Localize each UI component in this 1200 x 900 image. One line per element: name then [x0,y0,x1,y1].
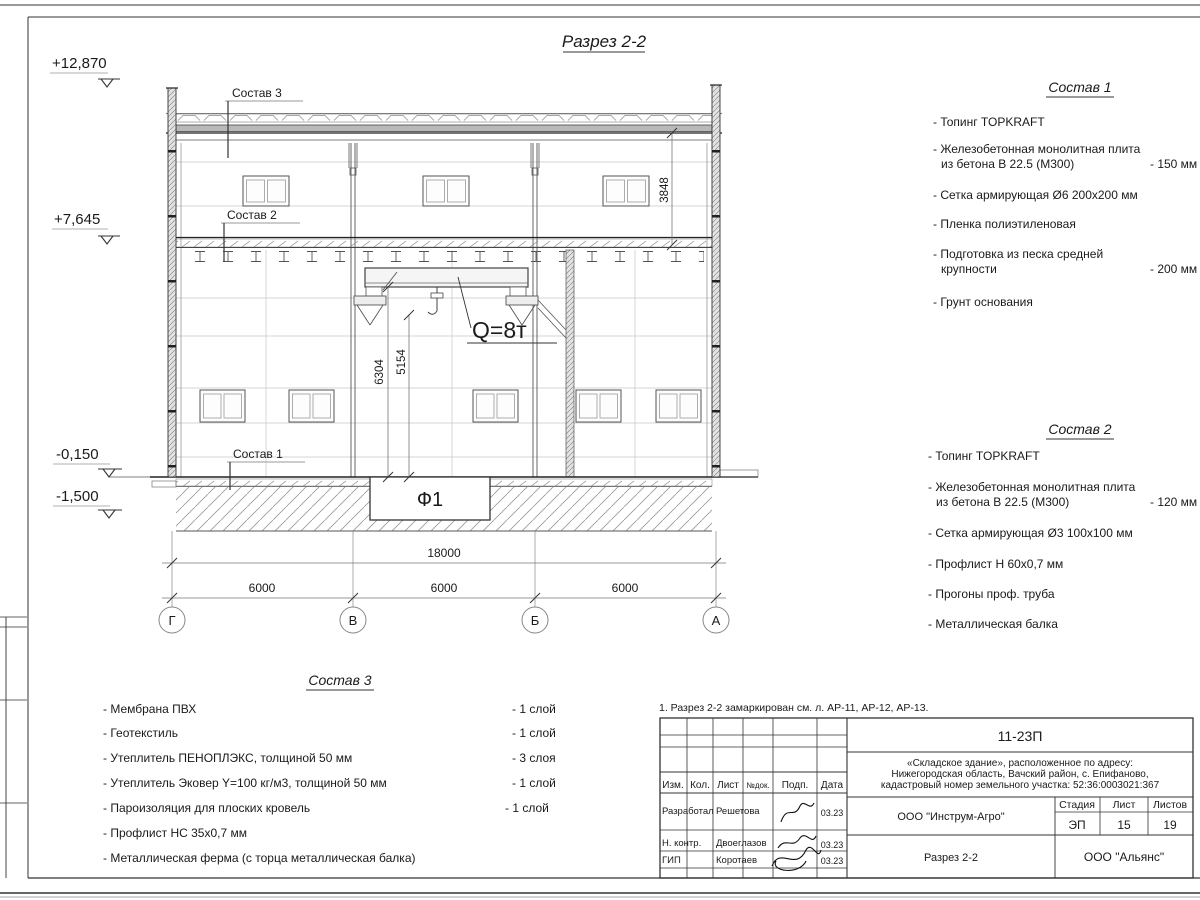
sostav2-item: - Топинг TOPKRAFT [928,449,1040,463]
leader-labels [221,86,305,490]
leader-sostav2-label: Состав 2 [227,208,277,222]
title-block [660,718,1193,878]
composition-list-3 [103,672,556,865]
tb-header-kol: Кол. [690,780,710,791]
window [603,176,649,206]
tb-row-name: Решетова [716,806,760,817]
sostav2-item: - Железобетонная монолитная плита [928,480,1136,494]
dim-6304-label: 6304 [374,359,386,385]
dim-6000-label: 6000 [611,581,639,595]
tb-org: ООО "Инструм-Агро" [897,811,1005,823]
sostav2-title: Состав 2 [1048,421,1112,437]
dim-bays [162,581,726,603]
tb-row-role: ГИП [662,855,681,866]
sostav2-item: - Сетка армирующая Ø3 100x100 мм [928,526,1133,540]
sostav1-item-value: - 150 мм [1150,157,1198,171]
elevation-marks [50,55,150,518]
tb-row-date: 03.23 [820,840,844,850]
sostav3-item: - Профлист НС 35х0,7 мм [103,826,247,840]
sostav1-title: Состав 1 [1048,79,1112,95]
window [243,176,289,206]
crane-capacity-label: Q=8т [472,317,527,343]
interior-wall [566,250,574,477]
elevation-roof-top [50,55,120,87]
sostav3-item: - Утеплитель ПЕНОПЛЭКС, толщиной 50 мм [103,751,353,765]
tb-stage-label: Стадия [1059,799,1095,811]
window [473,390,518,422]
elevation-floor2-label: +7,645 [54,211,101,228]
tb-header-izm: Изм. [662,780,684,791]
leader-sostav3-label: Состав 3 [232,86,282,100]
sostav2-item-value: - 120 мм [1150,495,1198,509]
signature [778,836,816,848]
axis-bubble-v: В [348,613,358,628]
truss-hangers [349,143,539,175]
floor-purlins [186,250,704,263]
tb-row-role: Н. контр. [662,838,702,849]
sostav2-item: - Профлист Н 60х0,7 мм [928,557,1064,571]
tb-doc-number: 11-23П [997,728,1043,744]
tb-row-name: Двоеглазов [716,838,767,849]
tb-project-line1: «Складское здание», расположенное по адресу: [907,758,1133,769]
elevation-floor2 [52,211,120,244]
tb-sheets-value: 19 [1163,818,1177,832]
tb-header-ndok: №док. [746,781,770,790]
dim-3848-label: 3848 [659,177,671,203]
windows-lower [200,390,701,422]
axis-bubble-g: Г [168,613,176,628]
sostav3-item-value: - 1 слой [505,801,549,815]
tb-sheet-value: 15 [1117,818,1131,832]
sostav1-item: - Подготовка из песка средней [933,247,1104,261]
tb-project-line2: Нижегородская область, Вачский район, с. Епифаново, [891,769,1149,780]
window [423,176,469,206]
axis-bubble-a: А [711,613,721,628]
composition-list-1 [933,79,1197,309]
sostav2-item: - Прогоны проф. труба [928,587,1055,601]
elevation-foundation [53,488,122,518]
elevation-zero [53,446,150,477]
roof-assembly [166,114,722,141]
tb-stage-value: ЭП [1068,818,1086,832]
dim-6000-label: 6000 [430,581,458,595]
crane-corbels [354,296,566,338]
sostav3-item: - Пароизоляция для плоских кровель [103,801,311,815]
section-title [562,32,647,52]
titleblock-rows [662,806,843,866]
window [200,390,245,422]
tb-row-name: Коротаев [716,855,758,866]
elevation-roof-top-label: +12,870 [52,55,107,72]
signatures [772,803,821,870]
sostav1-item: - Грунт основания [933,295,1033,309]
sostav3-item: - Металлическая ферма (с торца металлическая балка) [103,851,416,865]
window [656,390,701,422]
tb-project [881,758,1160,791]
signature [781,803,814,822]
left-margin-stamp [0,617,27,878]
dim-3848 [659,128,677,250]
sostav1-item: из бетона В 22.5 (М300) [941,157,1075,171]
tb-row-date: 03.23 [820,856,844,866]
tb-company: ООО "Альянс" [1083,850,1165,864]
sostav3-title: Состав 3 [308,672,372,688]
bottom-dimensions [159,531,729,633]
axis-bubbles [159,607,729,633]
sostav2-item: из бетона В 22.5 (М300) [936,495,1070,509]
sostav3-item: - Мембрана ПВХ [103,702,197,716]
titleblock-header [662,780,843,791]
general-note: 1. Разрез 2-2 замаркирован см. л. АР-11, АР-12, АР-13. [659,702,929,714]
tb-row-date: 03.23 [820,808,844,818]
tb-header-data: Дата [820,780,844,791]
floor2-slab [176,238,712,264]
sostav3-item-value: - 1 слой [512,702,556,716]
sostav3-item-value: - 3 слоя [512,751,556,765]
tb-header-list: Лист [717,780,739,791]
sostav3-item: - Геотекстиль [103,726,178,740]
dim-overall [162,546,726,568]
crane-bridge [354,268,566,338]
sostav2-item: - Металлическая балка [928,617,1058,631]
building-section [150,85,758,531]
sostav3-item-value: - 1 слой [512,726,556,740]
sostav1-item: - Сетка армирующая Ø6 200x200 мм [933,188,1138,202]
window [576,390,621,422]
foundation-label: Ф1 [416,489,444,511]
elevation-zero-label: -0,150 [56,446,99,463]
leader-sostav1-label: Состав 1 [233,447,283,461]
dim-6304 [374,282,393,482]
dim-6000-label: 6000 [248,581,276,595]
elevation-foundation-label: -1,500 [56,488,99,505]
sostav1-item: - Топинг TOPKRAFT [933,115,1045,129]
sostav3-item-value: - 1 слой [512,776,556,790]
tb-sheets-label: Листов [1152,799,1188,811]
windows-upper [243,176,649,206]
tb-header-podp: Подп. [781,780,809,791]
tb-row-role: Разработал [662,806,714,817]
composition-list-2 [928,421,1197,631]
sostav1-item: - Пленка полиэтиленовая [933,217,1076,231]
page-title: Разрез 2-2 [561,32,647,51]
tb-drawing-title: Разрез 2-2 [923,852,979,864]
sostav1-item: - Железобетонная монолитная плита [933,142,1141,156]
window [289,390,334,422]
crane-hook [428,287,443,314]
sostav3-item: - Утеплитель Эковер Y=100 кг/м3, толщиной 50 мм [103,776,387,790]
axis-bubble-b: Б [530,613,540,628]
tb-sheet-label: Лист [1112,799,1136,811]
tb-project-line3: кадастровый номер земельного участка: 52:36:0003021:367 [880,780,1160,791]
dim-18000-label: 18000 [427,546,461,560]
sostav1-item-value: - 200 мм [1150,262,1198,276]
sostav1-item: крупности [941,262,997,276]
dim-5154-label: 5154 [396,349,408,375]
